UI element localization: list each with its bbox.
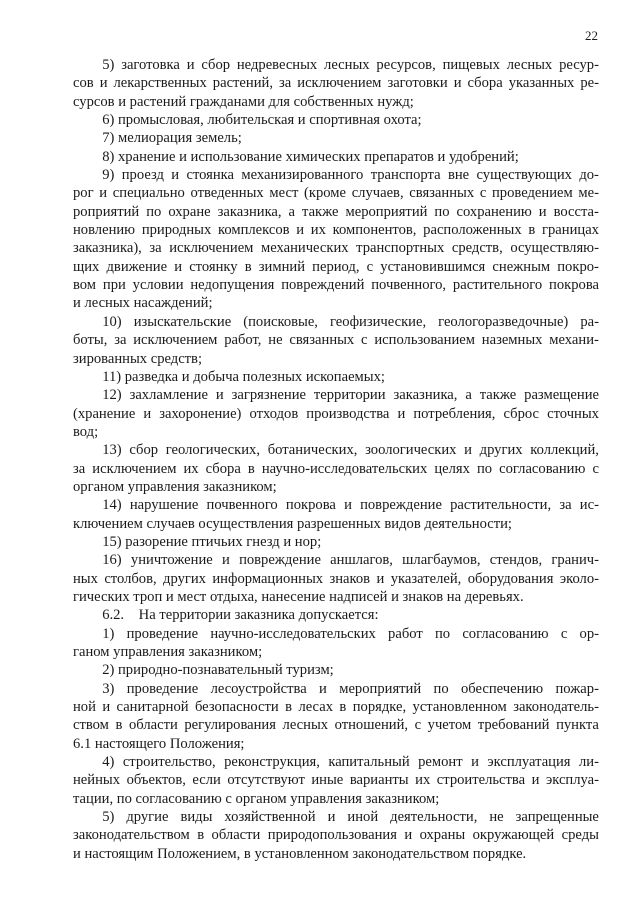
text-line: 15) разорение птичьих гнезд и нор; xyxy=(73,533,322,550)
text-line: (хранение и захоронение) отходов производства и потребления, сброс сточных xyxy=(73,405,599,422)
text-line: щих движение и стоянку в зимний период, с установившимся снежным покро- xyxy=(73,258,599,275)
text-line: 8) хранение и использование химических препаратов и удобрений; xyxy=(73,148,519,165)
text-line: ством в области регулирования лесных отношений, с учетом требований пункта xyxy=(73,717,599,734)
text-line: 14) нарушение почвенного покрова и повреждение растительности, за ис- xyxy=(73,497,599,514)
text-line: 5) заготовка и сбор недревесных лесных ресурсов, пищевых лесных ресур- xyxy=(73,57,599,73)
text-line: заказника), за исключением механических транспортных средств, осуществляю- xyxy=(73,240,599,257)
text-line: 16) уничтожение и повреждение аншлагов, шлагбаумов, стендов, гранич- xyxy=(73,552,599,569)
text-line: 13) сбор геологических, ботанических, зоологических и других коллекций, xyxy=(73,442,599,459)
text-line: тации, по согласованию с органом управления заказником; xyxy=(73,790,440,807)
text-line: новлению природных комплексов и их компонентов, расположенных в границах xyxy=(73,222,599,239)
text-line: 10) изыскательские (поисковые, геофизические, геологоразведочные) ра- xyxy=(73,313,599,330)
text-line: 6.2. На территории заказника допускается: xyxy=(73,607,379,624)
text-line: 3) проведение лесоустройства и мероприятий по обеспечению пожар- xyxy=(73,680,599,697)
text-line: 6) промысловая, любительская и спортивная охота; xyxy=(73,112,422,129)
text-line: и лесных насаждений; xyxy=(73,295,213,312)
text-line: роприятий по охране заказника, а также мероприятий по сохранению и восста- xyxy=(73,203,599,220)
text-line: рог и специально отведенных мест (кроме случаев, связанных с проведением ме- xyxy=(73,185,599,202)
text-line: сов и лекарственных растений, за исключением заготовки и сбора указанных ре- xyxy=(73,75,599,92)
text-line: ганом управления заказником; xyxy=(73,644,263,660)
text-line: нейных объектов, если отсутствуют иные варианты их строительства и эксплуа- xyxy=(73,772,599,789)
text-line: 2) природно-познавательный туризм; xyxy=(73,662,334,679)
text-line: зированных средств; xyxy=(73,350,202,367)
text-line: 1) проведение научно-исследовательских работ по согласованию с ор- xyxy=(73,625,599,642)
text-line: органом управления заказником; xyxy=(73,478,277,495)
text-line: гических троп и мест отдыха, нанесение надписей и знаков на деревьях. xyxy=(73,588,524,605)
text-line: и настоящим Положением, в установленном законодательством порядке. xyxy=(73,845,527,862)
text-line: ной и санитарной безопасности в лесах в порядке, установленном законодатель- xyxy=(73,699,599,716)
text-line: 9) проезд и стоянка механизированного транспорта вне существующих до- xyxy=(73,167,599,184)
text-line: за исключением их сбора в научно-исследовательских целях по согласованию с xyxy=(73,460,599,477)
text-line: 7) мелиорация земель; xyxy=(73,130,242,147)
text-line: законодательством в области природопользования и охраны окружающей среды xyxy=(73,827,599,844)
text-line: 11) разведка и добыча полезных ископаемых; xyxy=(73,368,385,385)
page-number: 22 xyxy=(585,28,598,43)
text-line: ключением случаев осуществления разрешенных видов деятельности; xyxy=(73,515,512,532)
document-body xyxy=(73,56,599,863)
text-line: 12) захламление и загрязнение территории заказника, а также размещение xyxy=(73,387,599,404)
text-line: вом при условии недопущения повреждений почвенного, растительного покрова xyxy=(73,277,599,294)
text-line: 5) другие виды хозяйственной и иной деятельности, не запрещенные xyxy=(73,809,599,826)
text-line: 4) строительство, реконструкция, капитальный ремонт и эксплуатация ли- xyxy=(73,754,599,771)
text-line: 6.1 настоящего Положения; xyxy=(73,735,245,752)
text-line: сурсов и растений гражданами для собственных нужд; xyxy=(73,93,414,110)
text-line: ных столбов, других информационных знаков и указателей, оборудования эколо- xyxy=(73,570,599,587)
text-line: боты, за исключением работ, не связанных с использованием наземных механи- xyxy=(73,332,599,349)
text-line: вод; xyxy=(73,423,99,440)
